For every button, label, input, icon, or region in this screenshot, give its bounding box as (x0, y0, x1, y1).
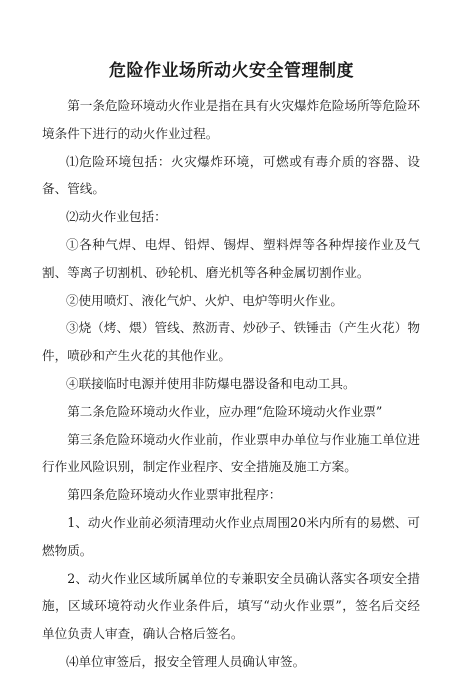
paragraph-article-4: 第四条危险环境动火作业票审批程序： (67, 487, 282, 503)
paragraph-article-1: 第一条危险环境动火作业是指在具有火灾爆炸危险场所等危险环境条件下进行的动火作业过程。 (42, 98, 420, 141)
paragraph-step-1: 1、动火作业前必须清理动火作业点周围20米内所有的易燃、可燃物质。 (42, 514, 420, 558)
paragraph-step-4: ⑷单位审签后，报安全管理人员确认审签。 (65, 653, 306, 669)
paragraph-article-3: 第三条危险环境动火作业前，作业票申办单位与作业施工单位进行作业风险识别，制定作业程序、安全措施及施工方案。 (42, 431, 420, 475)
paragraph-subitem-1: ①各种气焊、电焊、铅焊、锡焊、塑料焊等各种焊接作业及气割、等离子切割机、砂轮机、磨光机等各种金属切割作业。 (42, 236, 420, 280)
paragraph-subitem-2: ②使用喷灯、液化气炉、火炉、电炉等明火作业。 (65, 292, 343, 308)
document-body (42, 92, 420, 676)
document-title: 危险作业场所动火安全管理制度 (109, 61, 354, 81)
paragraph-step-2: 2、动火作业区域所属单位的专兼职安全员确认落实各项安全措施，区域环境符动火作业条件后，填写“动火作业票”，签名后交经单位负责人审查，确认合格后签名。 (42, 570, 420, 642)
paragraph-item-2: ⑵动火作业包括： (65, 209, 167, 225)
paragraph-item-1: ⑴危险环境包括：火灾爆炸环境，可燃或有毒介质的容器、设备、管线。 (42, 153, 420, 197)
paragraph-subitem-3: ③烧（烤、煨）管线、熬沥青、炒砂子、铁锤击（产生火花）物件，喷砂和产生火花的其他作业。 (42, 320, 420, 364)
paragraph-article-2: 第二条危险环境动火作业，应办理“危险环境动火作业票” (67, 403, 383, 419)
paragraph-subitem-4: ④联接临时电源并使用非防爆电器设备和电动工具。 (65, 375, 356, 391)
